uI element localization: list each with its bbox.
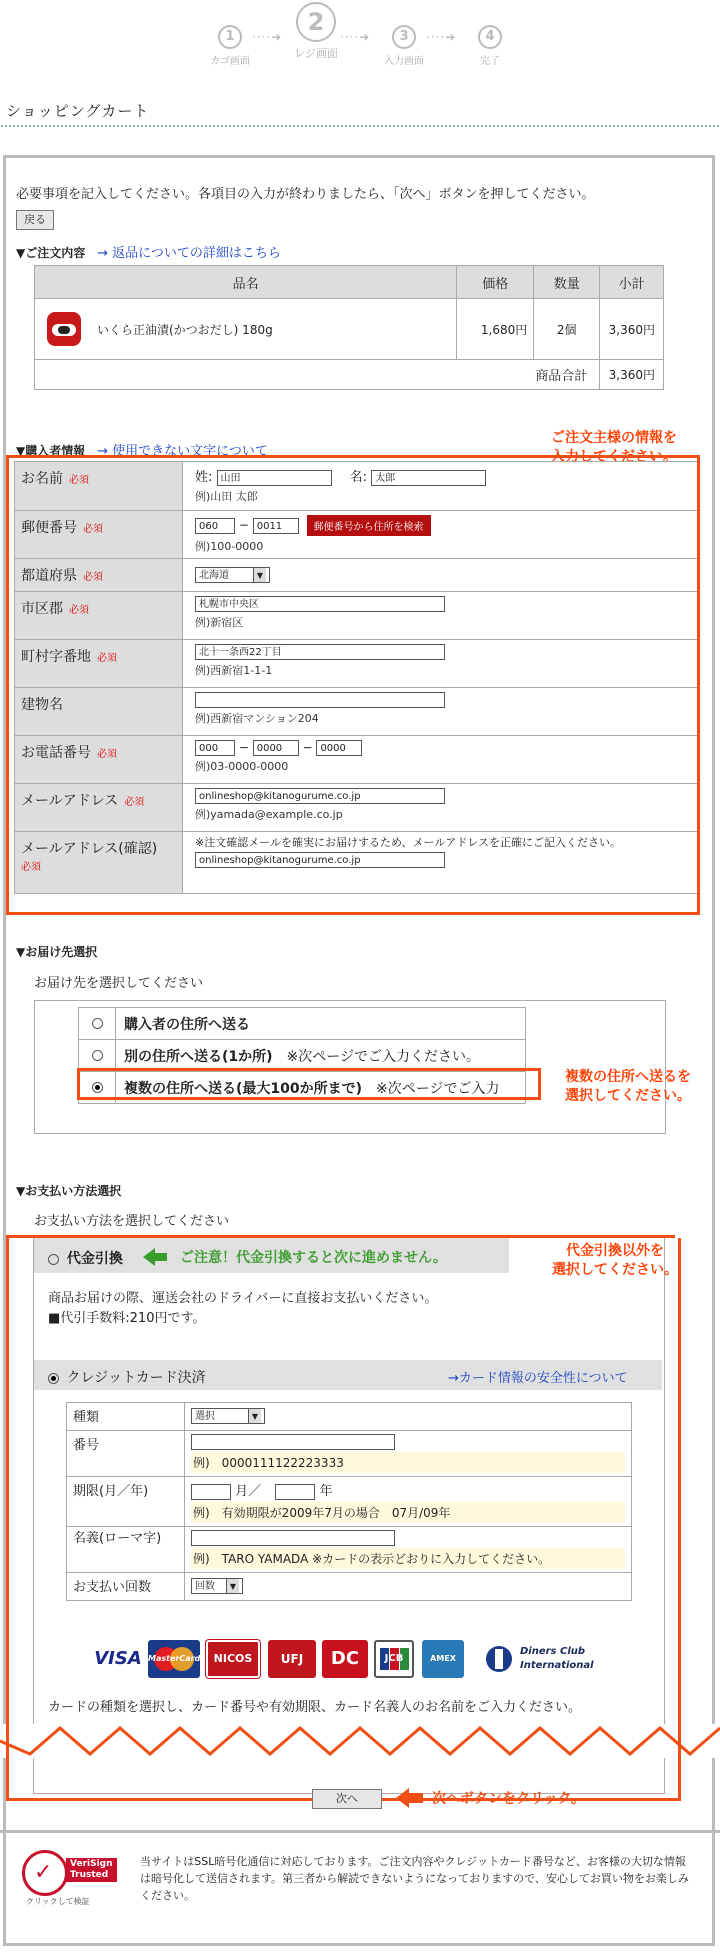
col-header-price: 価格 [457,266,534,299]
card-type-label: 種類 [67,1403,185,1431]
pref-row-label: 都道府県 必須 [15,559,183,592]
title-divider [0,124,720,128]
cc-option[interactable]: クレジットカード決済 [48,1367,206,1387]
expiry-example: 例) 有効期限が2009年7月の場合 07月/09年 [191,1502,625,1523]
dropdown-arrow-icon: ▼ [226,1579,239,1593]
card-number-label: 番号 [67,1431,185,1477]
cod-warning: ご注意！代金引換すると次に進めません。 [180,1250,447,1266]
town-row-label: 町村字番地 必須 [15,640,183,688]
progress-steps [190,0,530,70]
zip-search-button[interactable]: 郵便番号から住所を検索 [307,515,431,536]
card-type-select[interactable]: 選択 ▼ [191,1408,265,1424]
delivery-radio-2[interactable] [92,1050,103,1061]
product-subtotal: 3,360円 [600,299,664,360]
diners-logo: Diners Club International [482,1640,602,1678]
payment-highlight [6,1238,681,1801]
step-cart: 1 カゴ画面 [200,25,260,67]
cod-description: 商品お届けの際、運送会社のドライバーに直接お支払いください。 ■代引手数料:210円です。 [48,1291,438,1326]
order-heading: ▼ご注文内容 [16,246,86,260]
step-done: 4 完了 [460,25,520,67]
dropdown-arrow-icon: ▼ [248,1409,261,1423]
buyer-note: ご注文主様の情報を 入力してください。 [551,430,677,465]
mail-row-label: メールアドレス 必須 [15,784,183,832]
total-value: 3,360円 [600,360,664,390]
email-input[interactable]: onlineshop@kitanogurume.co.jp [195,788,445,804]
prefecture-select[interactable]: 北海道 ▼ [195,567,270,583]
city-input[interactable]: 札幌市中央区 [195,596,445,612]
dc-logo: DC [322,1640,368,1678]
first-name-input[interactable]: 太郎 [371,470,486,486]
building-row-label: 建物名 [15,688,183,736]
step-register: 2 レジ画面 [286,2,346,61]
product-name[interactable]: いくら正油漬(かつおだし) 180g [93,299,457,360]
invalid-chars-link[interactable]: → 使用できない文字について [97,444,268,459]
card-holder-example: 例) TARO YAMADA ※カードの表示どおりに入力してください。 [191,1548,625,1569]
tel-row-label: お電話番号 必須 [15,736,183,784]
town-input[interactable]: 北十一条西22丁目 [195,644,445,660]
mail2-note: ※注文確認メールを確実にお届けするため、メールアドレスを正確にご記入ください。 [195,836,622,849]
page-title: ショッピングカート [6,102,150,120]
footer-divider [0,1830,720,1833]
zip2-input[interactable]: 0011 [253,518,299,534]
buyer-heading: ▼購入者情報 [16,444,86,458]
next-button[interactable]: 次へ [312,1789,382,1809]
cc-form: 種類 選択 ▼ 番号 例) 0000111122223333 期限(月／年) 月／ 年 例) 有効期限が2009年7月の場合 07月/09年 名義(ローマ字) 例) TARO YAMADA ※カードの表示どおりに入力してください。 お支払い回数 回数 ▼ [66,1402,632,1601]
ufj-logo: UFJ [268,1640,316,1678]
delivery-heading: ▼お届け先選択 [16,945,98,959]
zip1-input[interactable]: 060 [195,518,235,534]
holder-label: 名義(ローマ字) [67,1526,185,1572]
visa-logo: VISA [90,1640,146,1678]
jcb-logo: JCB [374,1640,414,1678]
step-input: 3 入力画面 [374,25,434,67]
buyer-highlight [6,455,700,915]
delivery-prompt: お届け先を選択してください [34,976,204,991]
product-price: 1,680円 [457,299,534,360]
tel1-input[interactable]: 000 [195,740,235,756]
dropdown-arrow-icon: ▼ [253,568,266,582]
step-arrow-icon: ····➜ [426,30,457,44]
step-arrow-icon: ····➜ [252,30,283,44]
nicos-logo: NICOS [206,1640,260,1678]
email-confirm-input[interactable]: onlineshop@kitanogurume.co.jp [195,852,445,868]
verisign-badge[interactable]: ✓ VeriSign Trusted クリックして検証 [18,1848,130,1910]
last-name-input[interactable]: 山田 [217,470,332,486]
delivery-note: 複数の住所へ送るを 選択してください。 [565,1069,691,1104]
payment-count-select[interactable]: 回数 ▼ [191,1578,243,1594]
product-thumbnail[interactable] [35,299,94,360]
expiry-label: 期限(月／年) [67,1477,185,1527]
tel3-input[interactable]: 0000 [316,740,362,756]
delivery-highlight [77,1068,541,1100]
city-row-label: 市区郡 必須 [15,592,183,640]
cod-note: 代金引換以外を 選択してください。 [552,1243,678,1278]
ssl-notice: 当サイトはSSL暗号化通信に対応しております。ご注文内容やクレジットカード番号など、お客様の大切な情報は暗号化して送信されます。第三者から解読できないようになっておりますので、安心してお買い物をお楽しみください。 [140,1855,689,1902]
total-label: 商品合計 [35,360,600,390]
back-button[interactable]: 戻る [16,210,54,230]
delivery-option-buyer[interactable]: 購入者の住所へ送る [116,1008,526,1040]
mastercard-logo: MasterCard [148,1640,200,1678]
product-qty: 2個 [534,299,600,360]
zip-row-label: 郵便番号 必須 [15,511,183,559]
mail2-row-label: メールアドレス(確認) 必須 [15,832,183,894]
payment-prompt: お支払い方法を選択してください [34,1214,230,1229]
intro-text: 必要事項を記入してください。各項目の入力が終わりましたら、「次へ」ボタンを押してください。 [16,187,595,202]
col-header-qty: 数量 [534,266,600,299]
name-row-label: お名前 必須 [15,462,183,511]
delivery-option-single[interactable]: 別の住所へ送る(1か所) ※次ページでご入力ください。 [116,1040,526,1072]
col-header-name: 品名 [35,266,457,299]
return-policy-link[interactable]: → 返品についての詳細はこちら [97,246,281,261]
next-note: 次へボタンをクリック。 [432,1791,585,1807]
payment-highlight-top [6,1235,675,1238]
amex-logo: AMEX [422,1640,464,1678]
card-note: カードの種類を選択し、カード番号や有効期限、カード名義人のお名前をご入力ください。 [48,1700,582,1715]
red-arrow-shaft [409,1793,423,1803]
col-header-subtotal: 小計 [600,266,664,299]
red-arrow-icon [396,1788,409,1808]
delivery-option-multi[interactable]: 複数の住所へ送る(最大100か所まで) ※次ページでご入力 [116,1072,526,1104]
card-security-link[interactable]: →カード情報の安全性について [448,1371,628,1386]
cod-option[interactable]: 代金引換 [48,1248,123,1268]
payment-count-label: お支払い回数 [67,1572,185,1600]
card-number-example: 例) 0000111122223333 [191,1452,625,1473]
step-arrow-icon: ····➜ [340,30,371,44]
order-table [34,265,664,390]
tel2-input[interactable]: 0000 [253,740,299,756]
order-heading-row [16,242,281,261]
delivery-radio-1[interactable] [92,1018,103,1029]
payment-heading: ▼お支払い方法選択 [16,1184,122,1198]
buyer-form: お名前 必須 姓: 山田 名: 太郎 例)山田 太郎 郵便番号 必須 060 − 0011 郵便番号から住所を検索 例)100-0000 都道府県 必須 北海道 ▼ 市区郡 必須 札幌市中央区 例)新宿区 町村字番地 必須 北十一条西22丁目 例)西新宿1-1-1 建物名 例)西新宿マンション204 お電話番号 必須 000 − 0000 − 0000 例)03-0000-0000 メールアドレス 必須 onlineshop@kitanogurume.co.jp 例)yamada@example.co.jp メールアドレス(確認) 必須 ※注文確認メールを確実にお届けするため、メールアドレスを正確にご記入ください。 onlineshop@kitanogurume.co.jp [14,461,698,894]
